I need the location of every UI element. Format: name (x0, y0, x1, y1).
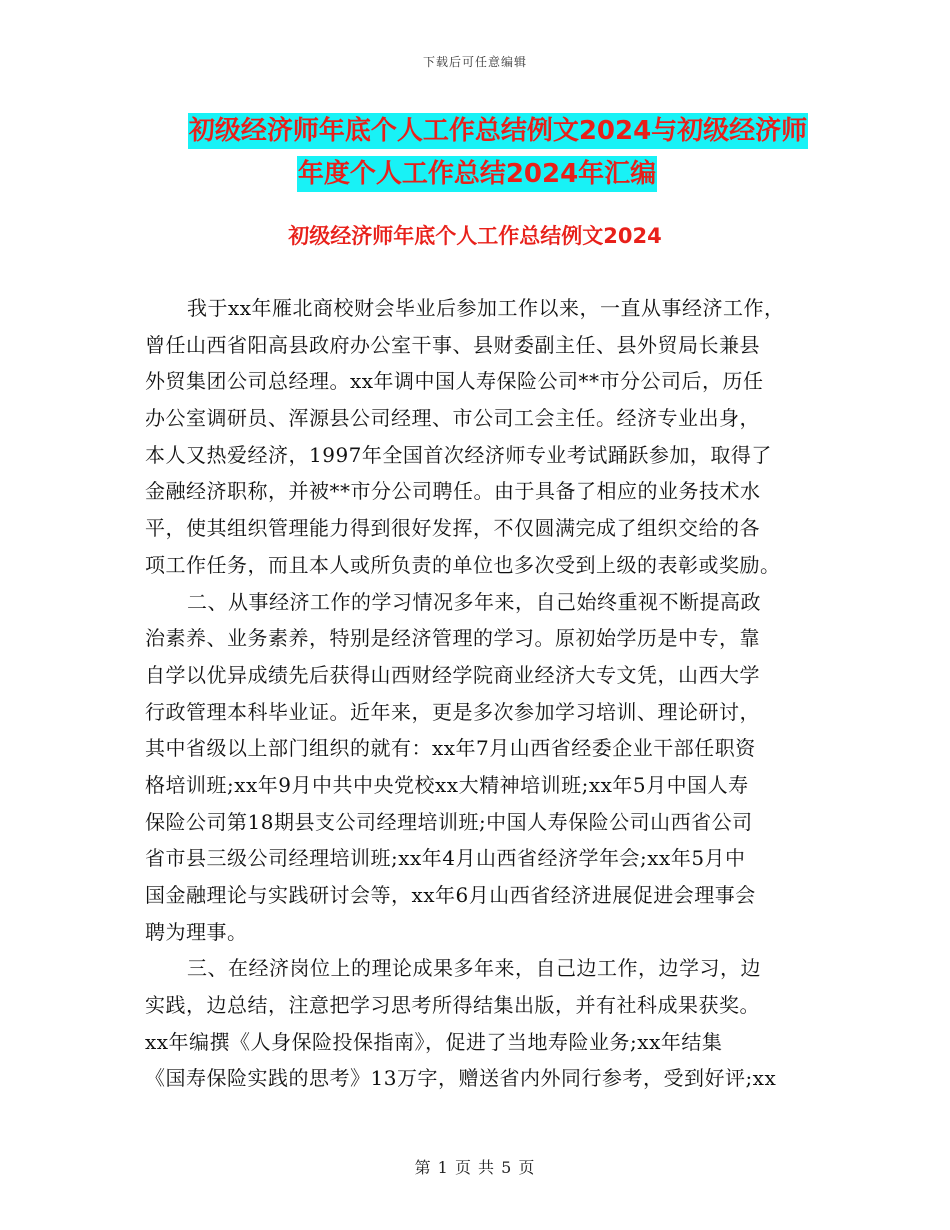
body-line: 办公室调研员、浑源县公司经理、市公司工会主任。经济专业出身， (145, 406, 760, 431)
body-line: 项工作任务，而且本人或所负责的单位也多次受到上级的表彰或奖励。 (145, 552, 781, 577)
body-line: 自学以优异成绩先后获得山西财经学院商业经济大专文凭，山西大学 (145, 662, 760, 687)
body-line: 我于xx年雁北商校财会毕业后参加工作以来，一直从事经济工作， (187, 296, 785, 320)
body-line: 平，使其组织管理能力得到很好发挥，不仅圆满完成了组织交给的各 (145, 516, 760, 541)
header-note: 下载后可任意编辑 (422, 55, 527, 69)
body-text (145, 290, 815, 1097)
body-line: 二、从事经济工作的学习情况多年来，自己始终重视不断提高政 (187, 589, 761, 614)
body-line: 外贸集团公司总经理。xx年调中国人寿保险公司**市分公司后，历任 (145, 369, 764, 394)
body-line: 金融经济职称，并被**市分公司聘任。由于具备了相应的业务技术水 (145, 479, 761, 504)
document-title-line-2: 年度个人工作总结2024年汇编 (2, 157, 950, 191)
body-line: 其中省级以上部门组织的就有：xx年7月山西省经委企业干部任职资 (145, 736, 756, 761)
section-title: 初级经济师年底个人工作总结例文2024 (288, 224, 662, 248)
body-line: xx年编撰《人身保险投保指南》，促进了当地寿险业务;xx年结集 (145, 1029, 723, 1054)
body-line: 聘为理事。 (145, 919, 248, 944)
body-line: 三、在经济岗位上的理论成果多年来，自己边工作，边学习，边 (187, 956, 761, 981)
body-line: 曾任山西省阳高县政府办公室干事、县财委副主任、县外贸局长兼县 (145, 332, 760, 357)
body-line: 《国寿保险实践的思考》13万字，赠送省内外同行参考，受到好评;xx (145, 1066, 777, 1091)
body-line: 治素养、业务素养，特别是经济管理的学习。原初始学历是中专，靠 (145, 626, 760, 651)
page-footer: 第 1 页 共 5 页 (414, 1158, 536, 1177)
body-line: 实践，边总结，注意把学习思考所得结集出版，并有社科成果获奖。 (145, 993, 760, 1018)
body-line: 省市县三级公司经理培训班;xx年4月山西省经济学年会;xx年5月中 (145, 846, 746, 871)
body-line: 本人又热爱经济，1997年全国首次经济师专业考试踊跃参加，取得了 (145, 442, 772, 467)
body-line: 保险公司第18期县支公司经理培训班;中国人寿保险公司山西省公司 (145, 809, 753, 834)
body-line: 国金融理论与实践研讨会等，xx年6月山西省经济进展促进会理事会 (145, 883, 756, 907)
body-line: 行政管理本科毕业证。近年来，更是多次参加学习培训、理论研讨， (145, 699, 760, 724)
document-title-line-1: 初级经济师年底个人工作总结例文2024与初级经济师 (23, 114, 950, 148)
body-line: 格培训班;xx年9月中共中央党校xx大精神培训班;xx年5月中国人寿 (145, 772, 749, 797)
